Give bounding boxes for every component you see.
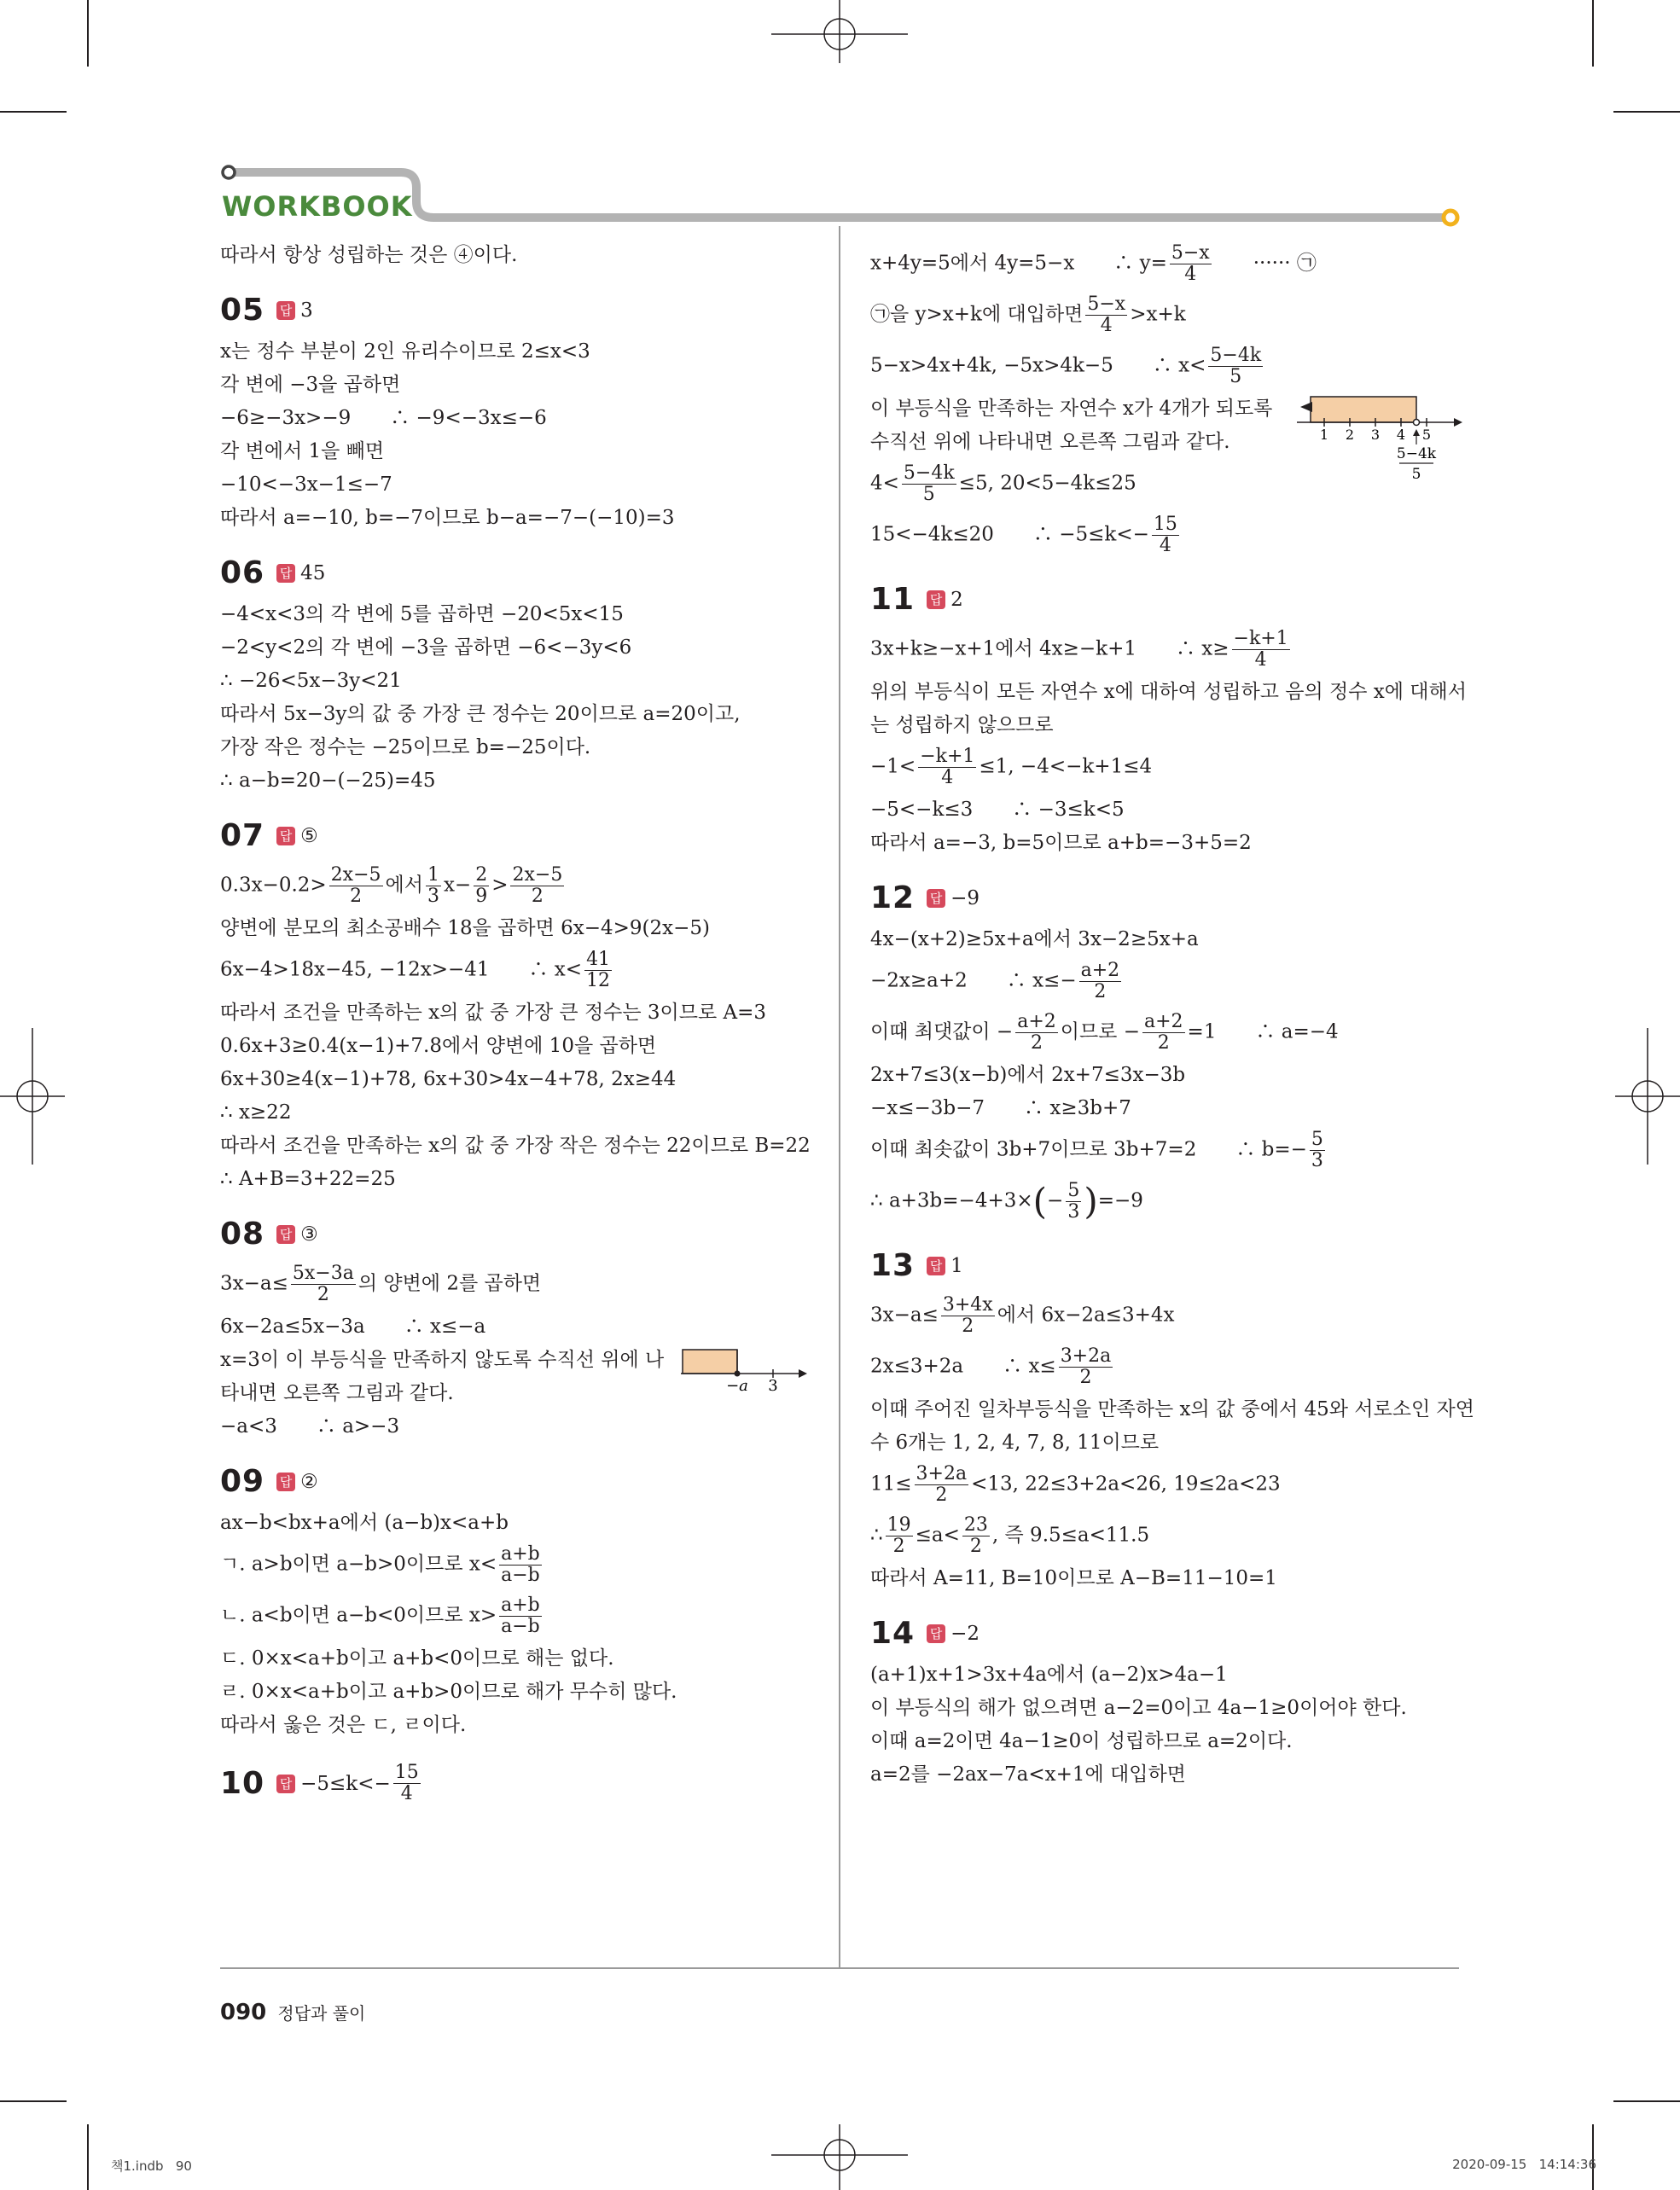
- problem-number: 12: [870, 880, 916, 915]
- solution-line: ax−b<bx+a에서 (a−b)x<a+b: [220, 1512, 509, 1534]
- problem-number: 09: [220, 1464, 265, 1499]
- expr: ······ ㉠: [1213, 252, 1317, 275]
- solution-line: 4x−(x+2)≥5x+a에서 3x−2≥5x+a: [870, 928, 1199, 950]
- expr: 이때 최솟값이 3b+7이므로 3b+7=2 ∴ b=−: [870, 1138, 1307, 1161]
- solution-line: ∴ x≥22: [220, 1101, 292, 1124]
- crop-mark: [0, 2100, 67, 2102]
- numerator: 2x−5: [512, 864, 563, 886]
- answer-value: ⑤: [300, 824, 318, 847]
- numerator: 3+4x: [942, 1294, 993, 1316]
- crop-mark: [87, 0, 89, 67]
- denominator: a−b: [501, 1565, 540, 1586]
- fraction: [918, 746, 976, 788]
- solution-line: [870, 1012, 1464, 1054]
- answer-badge-icon: 답: [276, 1225, 295, 1244]
- fraction: [1310, 1130, 1325, 1171]
- answer-value: ②: [300, 1470, 318, 1493]
- answer-value: −2: [950, 1622, 980, 1645]
- numerator: 41: [586, 949, 611, 970]
- solution-line: [870, 294, 1464, 336]
- numerator: 5−x: [1171, 242, 1210, 264]
- expr: 에서: [385, 874, 423, 897]
- denominator: 2: [1079, 1367, 1092, 1388]
- number-line-tick-label: 5: [1421, 427, 1432, 443]
- fraction: [1079, 961, 1122, 1002]
- solution-line: −5<−k≤3 ∴ −3≤k<5: [870, 799, 1125, 821]
- problem-08-header: [220, 1217, 809, 1252]
- page-header-title: WORKBOOK: [222, 190, 413, 223]
- solution-line: [870, 1130, 1464, 1171]
- solution-line: 따라서 조건을 만족하는 x의 값 중 가장 작은 정수는 22이므로 B=22: [220, 1135, 811, 1157]
- numerator: 5−4k: [903, 462, 955, 484]
- expr: 의 양변에 2를 곱하면: [358, 1272, 542, 1295]
- solution-line: 따라서 옳은 것은 ㄷ, ㄹ이다.: [220, 1714, 467, 1736]
- expr: =−9: [1097, 1189, 1143, 1212]
- solution-line: 따라서 5x−3y의 값 중 가장 큰 정수는 20이므로 a=20이고,: [220, 703, 741, 725]
- denominator: 2: [317, 1284, 329, 1305]
- expr: 3x−a≤: [220, 1272, 288, 1295]
- numerator: 15: [1153, 514, 1177, 535]
- left-column: [220, 243, 809, 1816]
- answer-badge-icon: 답: [927, 1257, 945, 1275]
- answer-value: 45: [300, 561, 326, 584]
- solution-line: 6x+30≥4(x−1)+78, 6x+30>4x−4+78, 2x≥44: [220, 1068, 677, 1090]
- solution-line: −x≤−3b−7 ∴ x≥3b+7: [870, 1097, 1131, 1119]
- number-line-label: 5: [1411, 466, 1421, 483]
- answer-badge-icon: 답: [927, 1624, 945, 1643]
- expr: 3x−a≤: [870, 1304, 939, 1327]
- intro-line: 따라서 항상 성립하는 것은 ④이다.: [220, 244, 518, 266]
- answer-badge-icon: 답: [276, 827, 295, 845]
- expr: 이때 최댓값이 −: [870, 1020, 1014, 1043]
- solution-line: 따라서 A=11, B=10이므로 A−B=11−10=1: [870, 1567, 1277, 1589]
- solution-line: −10<−3x−1≤−7: [220, 473, 392, 496]
- fraction: [474, 865, 489, 907]
- numerator: 5−4k: [1210, 345, 1262, 366]
- numerator: 5−x: [1087, 293, 1126, 315]
- solution-line: 위의 부등식이 모든 자연수 x에 대하여 성립하고 음의 정수 x에 대해서: [870, 681, 1467, 703]
- solution-line: [870, 1346, 1464, 1388]
- solution-line: [870, 1295, 1464, 1337]
- fraction: [1170, 243, 1212, 285]
- expr: ∴: [870, 1524, 883, 1547]
- expr: ㄱ. a>b이면 a−b>0이므로 x<: [220, 1553, 497, 1576]
- number-line-tick-label: 4: [1396, 427, 1406, 443]
- number-line-tick-label: 1: [1319, 427, 1329, 443]
- crop-mark: [87, 2124, 89, 2190]
- denominator: 4: [1100, 315, 1113, 336]
- denominator: 2: [1094, 981, 1107, 1002]
- crop-mark: [1592, 0, 1594, 67]
- answer-value: 3: [300, 299, 313, 322]
- paren: ): [1084, 1180, 1098, 1223]
- solution-line: a=2를 −2ax−7a<x+1에 대입하면: [870, 1763, 1186, 1786]
- solution-line: 이때 a=2이면 4a−1≥0이 성립하므로 a=2이다.: [870, 1730, 1293, 1752]
- solution-line: 이 부등식을 만족하는 자연수 x가 4개가 되도록: [870, 398, 1273, 420]
- expr: x+4y=5에서 4y=5−x ∴ y=: [870, 252, 1167, 275]
- solution-line: [870, 746, 1464, 788]
- registration-mark-icon: [0, 1028, 68, 1165]
- expr: −: [1047, 1189, 1064, 1212]
- solution-line: [220, 950, 809, 991]
- numerator: −k+1: [920, 746, 975, 767]
- denominator: 4: [1254, 649, 1267, 671]
- fraction: [584, 950, 612, 991]
- slug-file: 책1.indb 90: [111, 2158, 192, 2174]
- problem-07-header: [220, 818, 809, 853]
- crop-mark: [0, 111, 67, 113]
- expr: 5−x>4x+4k, −5x>4k−5 ∴ x<: [870, 354, 1206, 377]
- solution-line: ∴ −26<5x−3y<21: [220, 670, 402, 692]
- fraction: [291, 1263, 356, 1305]
- denominator: 4: [1184, 264, 1197, 285]
- problem-09-header: [220, 1464, 809, 1499]
- expr: ㉠을 y>x+k에 대입하면: [870, 303, 1084, 326]
- column-divider: [839, 226, 840, 1967]
- numerator: −k+1: [1233, 628, 1288, 649]
- denominator: 2: [962, 1316, 974, 1337]
- number-line-label: 3: [768, 1377, 778, 1394]
- expr: <13, 22≤3+2a<26, 19≤2a<23: [971, 1473, 1281, 1496]
- denominator: 4: [400, 1783, 413, 1804]
- fraction: [426, 865, 441, 907]
- fraction: [1208, 346, 1263, 387]
- slug-datetime: 2020-09-15 14:14:36: [1452, 2157, 1596, 2172]
- right-column: [870, 242, 1474, 1796]
- answer-badge-icon: 답: [276, 1473, 295, 1491]
- solution-line: 이때 주어진 일차부등식을 만족하는 x의 값 중에서 45와 서로소인 자연: [870, 1398, 1474, 1420]
- problem-number: 06: [220, 555, 265, 590]
- numerator: 19: [887, 1514, 911, 1536]
- problem-number: 05: [220, 293, 265, 328]
- numerator: 5: [1067, 1180, 1080, 1201]
- number-line-tick-label: 2: [1345, 427, 1355, 443]
- expr: ∴ a+3b=−4+3×: [870, 1189, 1033, 1212]
- fraction: [941, 1295, 995, 1337]
- solution-line: [870, 346, 1464, 387]
- answer-value: −9: [950, 886, 980, 909]
- solution-line: x=3이 이 부등식을 만족하지 않도록 수직선 위에 나: [220, 1349, 665, 1371]
- solution-line: 는 성립하지 않으므로: [870, 714, 1054, 736]
- solution-line: ㄷ. 0×x<a+b이고 a+b<0이므로 해는 없다.: [220, 1647, 614, 1670]
- answer-badge-icon: 답: [927, 590, 945, 609]
- answer-badge-icon: 답: [276, 1775, 295, 1793]
- solution-line: [870, 1181, 1464, 1223]
- fraction: [886, 1515, 913, 1557]
- problem-12-header: [870, 880, 1464, 915]
- denominator: 12: [586, 970, 611, 991]
- fraction: [1232, 629, 1290, 671]
- page-footer: [220, 2000, 365, 2025]
- problem-11-header: [870, 582, 1464, 617]
- expr: ≤5, 20<5−4k≤25: [958, 472, 1136, 495]
- denominator: 2: [1157, 1032, 1170, 1054]
- number-line-figure: [681, 1343, 809, 1394]
- numerator: 5: [1311, 1129, 1323, 1150]
- fraction: [393, 1763, 421, 1804]
- solution-line: 이 부등식의 해가 없으려면 a−2=0이고 4a−1≥0이어야 한다.: [870, 1697, 1407, 1719]
- number-line-label: −a: [726, 1377, 748, 1394]
- numerator: 15: [394, 1762, 419, 1783]
- fraction: [499, 1595, 542, 1637]
- problem-number: 10: [220, 1766, 265, 1801]
- expr: x−: [443, 874, 472, 897]
- figure-block: [870, 397, 1464, 483]
- expr: =1 ∴ a=−4: [1187, 1020, 1339, 1043]
- denominator: 3: [1067, 1201, 1080, 1223]
- denominator: 2: [969, 1536, 982, 1557]
- numerator: 3+2a: [916, 1463, 968, 1484]
- denominator: 5: [922, 484, 935, 505]
- problem-number: 08: [220, 1217, 265, 1252]
- fraction: [499, 1544, 542, 1586]
- solution-line: [220, 1544, 809, 1586]
- solution-line: [870, 1464, 1464, 1506]
- solution-line: −a<3 ∴ a>−3: [220, 1415, 400, 1438]
- solution-line: 가장 작은 정수는 −25이므로 b=−25이다.: [220, 736, 591, 758]
- denominator: 5: [1229, 366, 1242, 387]
- fraction: [1015, 1012, 1058, 1054]
- solution-line: ㄹ. 0×x<a+b이고 a+b>0이므로 해가 무수히 많다.: [220, 1681, 677, 1703]
- denominator: 3: [1311, 1150, 1323, 1171]
- expr: 2x≤3+2a ∴ x≤: [870, 1355, 1056, 1378]
- solution-line: −6≥−3x>−9 ∴ −9<−3x≤−6: [220, 407, 547, 429]
- fraction: [1085, 294, 1127, 336]
- solution-line: −2<y<2의 각 변에 −3을 곱하면 −6<−3y<6: [220, 636, 632, 659]
- fraction: [329, 865, 383, 907]
- expr: −2x≥a+2 ∴ x≤−: [870, 969, 1077, 992]
- solution-line: 따라서 a=−10, b=−7이므로 b−a=−7−(−10)=3: [220, 507, 675, 529]
- solution-line: 따라서 조건을 만족하는 x의 값 중 가장 큰 정수는 3이므로 A=3: [220, 1002, 767, 1024]
- denominator: a−b: [501, 1616, 540, 1637]
- fraction: [962, 1515, 990, 1557]
- solution-line: 양변에 분모의 최소공배수 18을 곱하면 6x−4>9(2x−5): [220, 917, 710, 939]
- numerator: 23: [963, 1514, 988, 1536]
- answer-value: 2: [950, 588, 963, 611]
- denominator: 4: [1159, 535, 1171, 556]
- solution-line: 2x+7≤3(x−b)에서 2x+7≤3x−3b: [870, 1064, 1186, 1086]
- solution-line: [220, 1263, 809, 1305]
- expr: ≤a<: [915, 1524, 960, 1547]
- paren: (: [1032, 1180, 1048, 1223]
- solution-line: [870, 629, 1464, 671]
- expr: ㄴ. a<b이면 a−b<0이므로 x>: [220, 1604, 497, 1627]
- number-line-label: 5−4k: [1396, 445, 1437, 462]
- fraction: [1059, 1346, 1113, 1388]
- expr: 3x+k≥−x+1에서 4x≥−k+1 ∴ x≥: [870, 637, 1229, 660]
- solution-line: ∴ a−b=20−(−25)=45: [220, 770, 436, 792]
- expr: 이므로 −: [1060, 1020, 1140, 1043]
- page-number: 090: [220, 2000, 267, 2025]
- solution-line: ∴ A+B=3+22=25: [220, 1168, 396, 1190]
- fraction: [902, 463, 956, 505]
- number-line-figure: [1297, 392, 1464, 484]
- expr: 6x−4>18x−45, −12x>−41 ∴ x<: [220, 958, 583, 981]
- problem-06-header: [220, 555, 809, 590]
- expr: , 즉 9.5≤a<11.5: [991, 1524, 1150, 1547]
- denominator: 2: [1030, 1032, 1043, 1054]
- solution-line: [220, 865, 809, 907]
- fraction: [1066, 1181, 1081, 1223]
- problem-14-header: [870, 1616, 1464, 1651]
- expr: 11≤: [870, 1473, 912, 1496]
- numerator: 5x−3a: [292, 1263, 354, 1284]
- expr: 4<: [870, 472, 899, 495]
- numerator: 2: [475, 864, 488, 886]
- registration-mark-icon: [771, 2124, 908, 2190]
- answer-badge-icon: 답: [276, 564, 295, 583]
- numerator: 1: [427, 864, 439, 886]
- numerator: 2x−5: [330, 864, 381, 886]
- denominator: 2: [350, 886, 363, 907]
- expr: >x+k: [1130, 303, 1186, 326]
- footer-section: 정답과 풀이: [277, 2003, 366, 2024]
- solution-line: x는 정수 부분이 2인 유리수이므로 2≤x<3: [220, 340, 590, 363]
- solution-line: 수직선 위에 나타내면 오른쪽 그림과 같다.: [870, 431, 1230, 453]
- answer-badge-icon: 답: [927, 889, 945, 908]
- figure-block: [220, 1348, 809, 1438]
- numerator: a+2: [1017, 1011, 1056, 1032]
- fraction: [510, 865, 564, 907]
- solution-line: −4<x<3의 각 변에 5를 곱하면 −20<5x<15: [220, 603, 624, 625]
- answer-value: −5≤k<−: [300, 1772, 391, 1795]
- problem-number: 13: [870, 1248, 916, 1283]
- fraction: [915, 1464, 969, 1506]
- expr: ≤1, −4<−k+1≤4: [979, 755, 1153, 778]
- solution-line: 각 변에서 1을 빼면: [220, 440, 385, 462]
- expr: >: [491, 874, 509, 897]
- numerator: a+2: [1080, 960, 1120, 981]
- numerator: 3+2a: [1060, 1345, 1112, 1367]
- expr: 0.3x−0.2>: [220, 874, 327, 897]
- answer-value: 1: [950, 1254, 963, 1277]
- solution-line: 6x−2a≤5x−3a ∴ x≤−a: [220, 1316, 486, 1338]
- fraction: [1142, 1012, 1185, 1054]
- problem-number: 07: [220, 818, 265, 853]
- solution-line: 타내면 오른쪽 그림과 같다.: [220, 1382, 454, 1404]
- denominator: 3: [427, 886, 439, 907]
- answer-badge-icon: 답: [276, 301, 295, 320]
- denominator: 2: [935, 1484, 948, 1506]
- crop-mark: [1613, 2100, 1680, 2102]
- denominator: 9: [475, 886, 488, 907]
- numerator: a+b: [501, 1595, 540, 1616]
- solution-line: [870, 514, 1464, 556]
- solution-line: 각 변에 −3을 곱하면: [220, 374, 401, 396]
- numerator: a+2: [1144, 1011, 1183, 1032]
- number-line-tick-label: 3: [1370, 427, 1381, 443]
- problem-number: 11: [870, 582, 916, 617]
- expr: −1<: [870, 755, 916, 778]
- problem-number: 14: [870, 1616, 916, 1651]
- crop-mark: [1613, 111, 1680, 113]
- solution-line: [870, 961, 1464, 1002]
- expr: 15<−4k≤20 ∴ −5≤k<−: [870, 523, 1149, 546]
- problem-13-header: [870, 1248, 1464, 1283]
- fraction: [1152, 514, 1179, 556]
- expr: 에서 6x−2a≤3+4x: [997, 1304, 1175, 1327]
- denominator: 2: [531, 886, 544, 907]
- denominator: 4: [941, 767, 954, 788]
- solution-line: [870, 243, 1464, 285]
- solution-line: 따라서 a=−3, b=5이므로 a+b=−3+5=2: [870, 832, 1252, 854]
- denominator: 2: [892, 1536, 905, 1557]
- solution-line: 0.6x+3≥0.4(x−1)+7.8에서 양변에 10을 곱하면: [220, 1035, 657, 1057]
- solution-line: [870, 1515, 1464, 1557]
- answer-value: ③: [300, 1223, 318, 1246]
- problem-05-header: [220, 293, 809, 328]
- solution-line: (a+1)x+1>3x+4a에서 (a−2)x>4a−1: [870, 1664, 1228, 1686]
- solution-line: 수 6개는 1, 2, 4, 7, 8, 11이므로: [870, 1432, 1160, 1454]
- problem-10-header: [220, 1763, 809, 1804]
- solution-line: [220, 1595, 809, 1637]
- registration-mark-icon: [771, 0, 908, 68]
- registration-mark-icon: [1612, 1028, 1680, 1165]
- numerator: a+b: [501, 1543, 540, 1565]
- footer-rule: [220, 1967, 1459, 1969]
